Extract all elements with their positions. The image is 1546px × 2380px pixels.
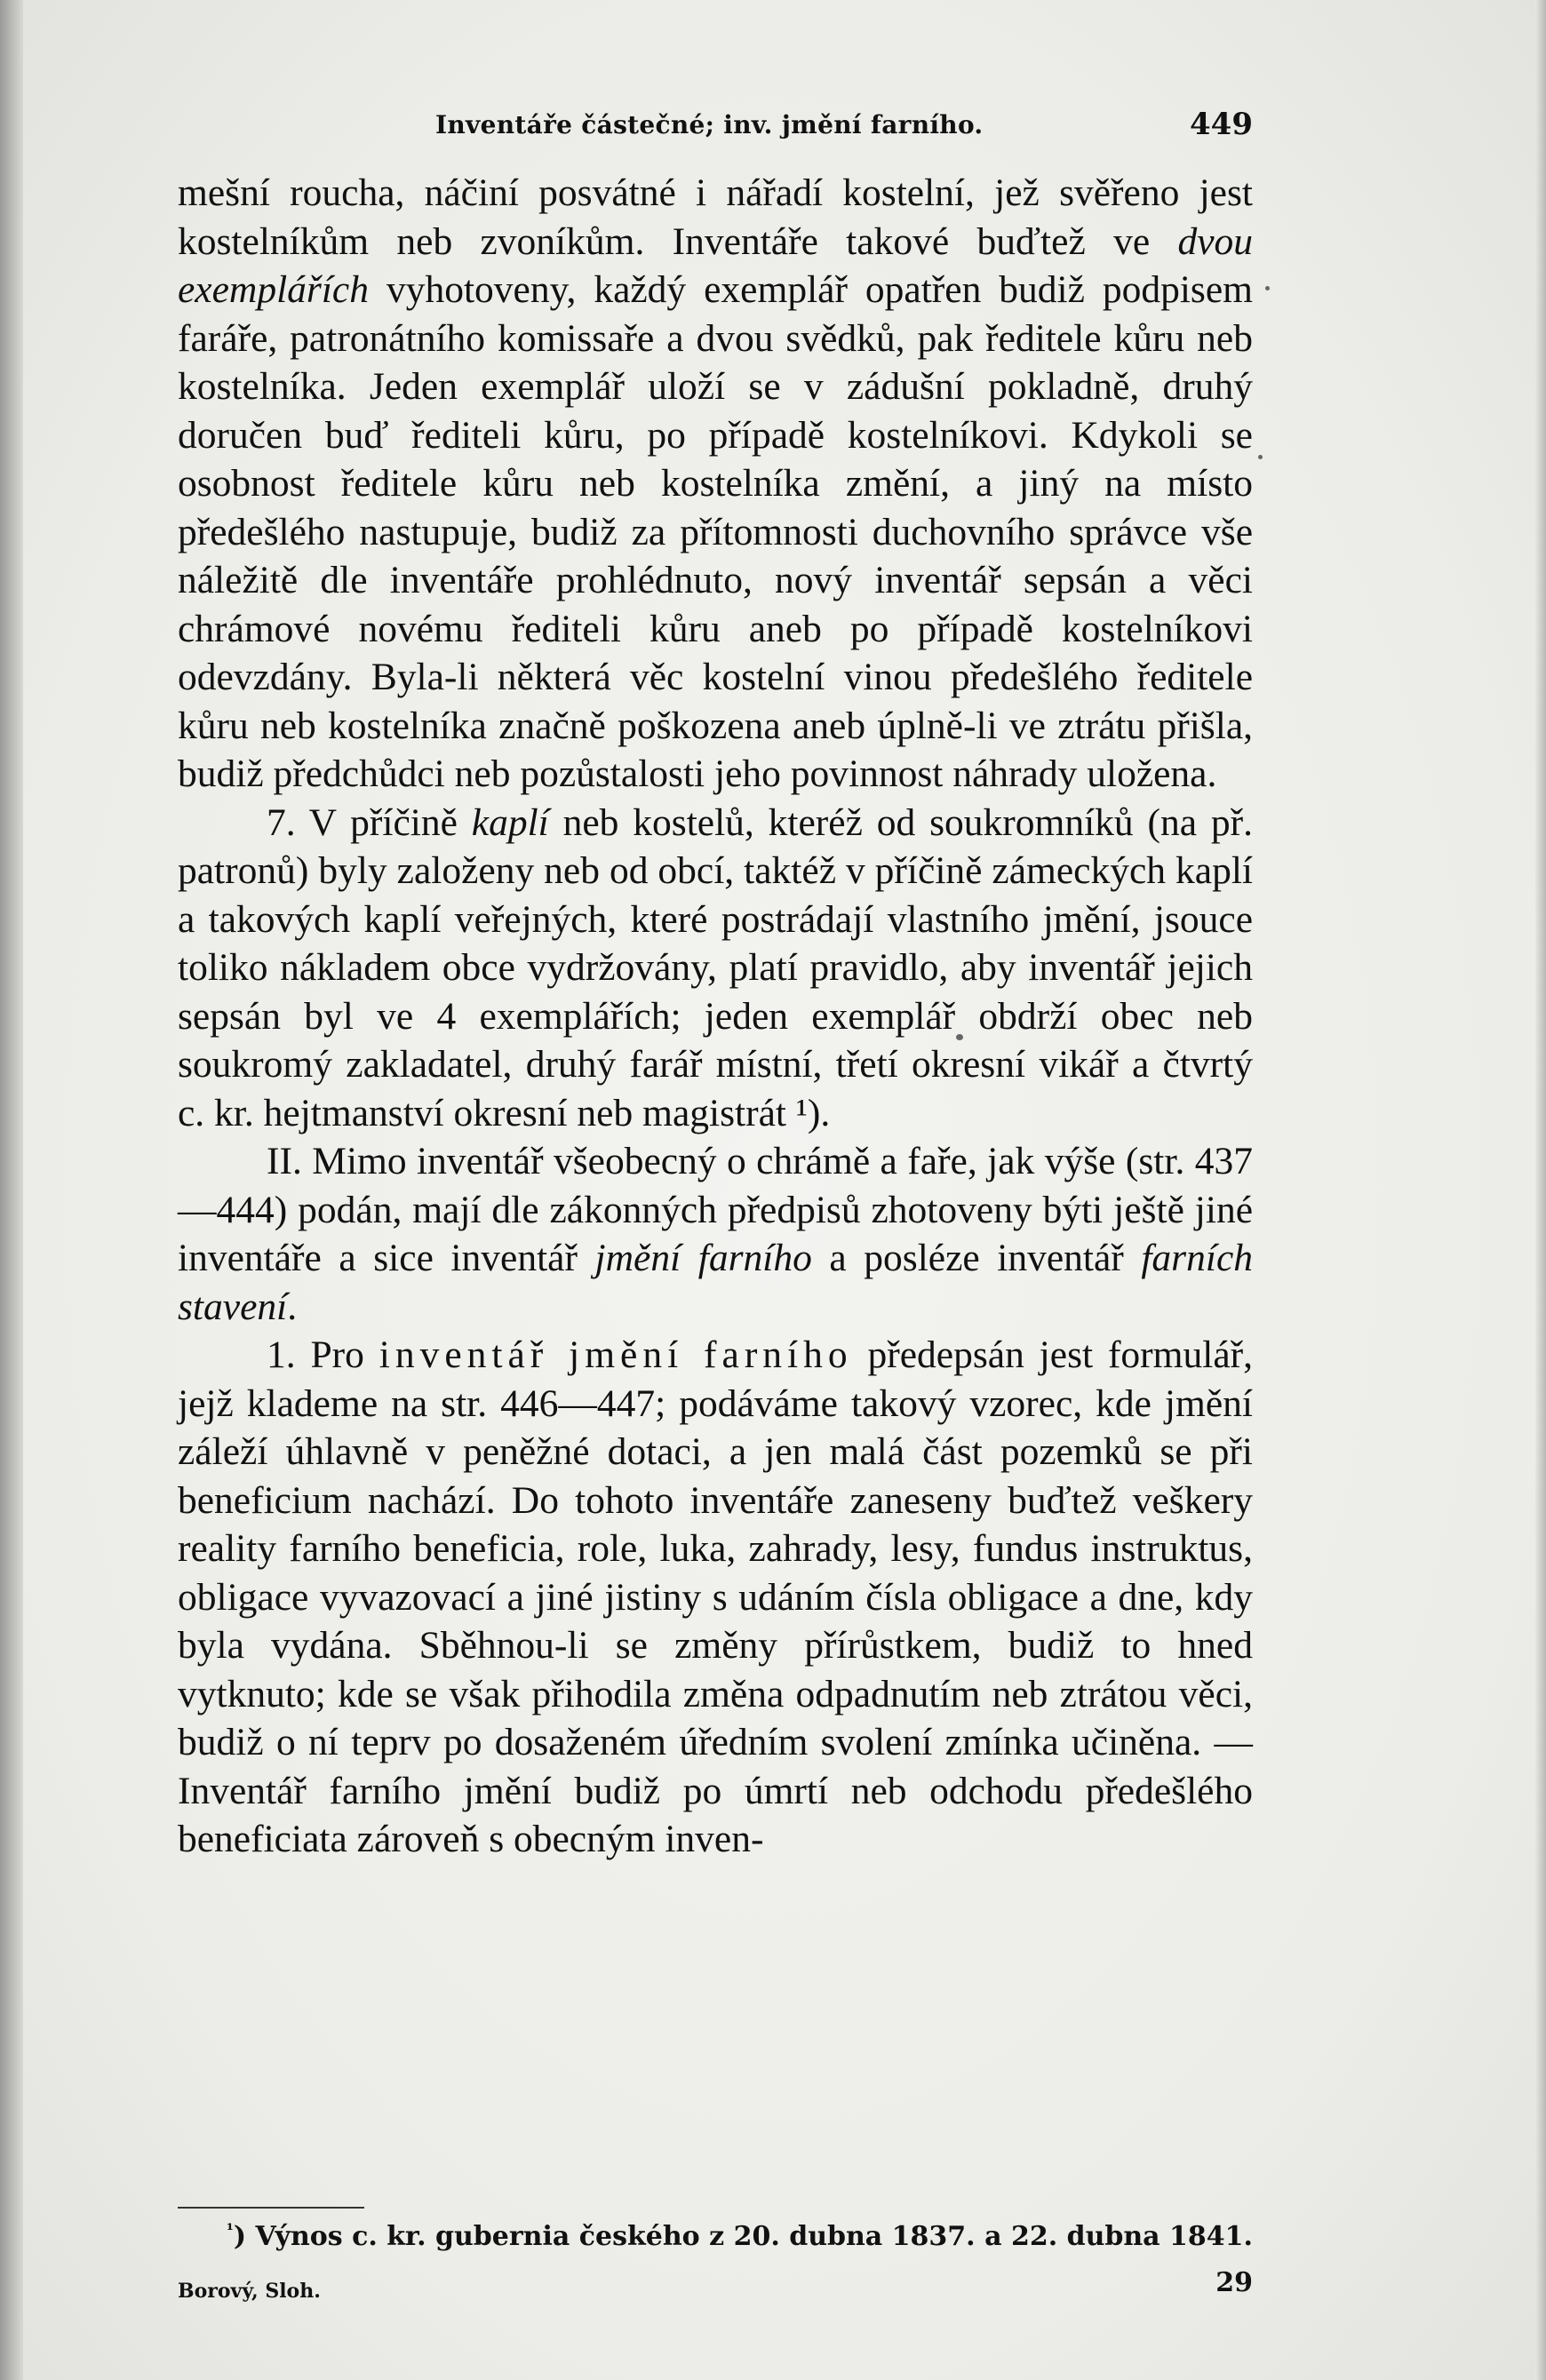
paragraph-2 (178, 799, 1253, 1138)
text-run: 1. Pro (267, 1333, 379, 1376)
footnote-divider (178, 2207, 364, 2209)
text-run: ). (807, 1091, 831, 1134)
footnote (178, 2221, 1253, 2252)
text-run: a posléze inventář (811, 1237, 1142, 1279)
paragraph-3 (178, 1137, 1253, 1331)
page-left-edge-shadow (0, 0, 23, 2380)
signature-line (178, 2267, 1253, 2303)
italic-run: kaplí (471, 800, 549, 844)
footnote-text: ) Výnos c. kr. gubernia českého z 20. dubna 1837. a 22. dubna 1841. (233, 2221, 1253, 2252)
text-run: 7. V příčině (267, 800, 472, 844)
ink-speck (1258, 455, 1263, 459)
text-run: vyhotoveny, každý exemplář opatřen budiž podpisem faráře, patronátního komissaře a dvou svědků, pak ředitele kůru neb kostelníka. Jeden exemplář uloží se v zádušní pokladně, druhý doručen buď řediteli kůru, po případě kostelníkovi. Kdykoli se osobnost ředitele kůru neb kostelníka změní, a jiný na místo předešlého nastupuje, budiž za přítomnosti duchovního správce vše náležitě dle inventáře prohlédnuto, nový inventář sepsán a věci chrámové novému řediteli kůru aneb po případě kostelníkovi odevzdány. Byla-li některá věc kostelní vinou předešlého ředitele kůru neb kostelníka značně poškozena aneb úplně-li ve ztrátu přišla, budiž předchůdci neb pozůstalosti jeho povinnost náhrady uložena. (178, 268, 1253, 795)
footnote-reference: ¹ (795, 1091, 808, 1134)
page-header (178, 107, 1253, 146)
text-run: předepsán jest formulář, jejž klademe na str. 446—447; podáváme takový vzorec, kde jmění záleží úhlavně v peněžné dotaci, a jen malá část pozemků se při beneficium nachází. Do tohoto inventáře zaneseny buďtež veškery reality farního beneficia, role, luka, zahrady, lesy, fundus instruktus, obligace vyvazovací a jiné jistiny s udáním čísla obligace a dne, kdy byla vydána. Sběhnou-li se změny přírůstkem, budiž to hned vytknuto; kde se však přihodila změna odpadnutím neb ztrátou věci, budiž o ní teprv po dosaženém úředním svolení zmínka učiněna. — Inventář farního jmění budiž po úmrtí neb odchodu předešlého beneficiata zároveň s obecným inven- (178, 1333, 1253, 1860)
text-run: mešní roucha, náčiní posvátné i nářadí kostelní, jež svěřeno jest kostelníkům neb zvoníkům. Inventáře takové buďtež ve (178, 171, 1253, 263)
paragraph-1 (178, 169, 1253, 799)
footnote-marker: ¹ (226, 2221, 234, 2240)
text-run: . (287, 1285, 298, 1328)
paragraph-4 (178, 1331, 1253, 1864)
text-run: II. Mimo inventář všeobecný o chrámě a faře, jak výše (str. 437—444) podán, mají dle zákonných předpisů zhotoveny býti ještě jiné inventáře a sice inventář (178, 1140, 1253, 1279)
page-right-edge-shadow (1535, 0, 1546, 2380)
page-number: 449 (1190, 107, 1253, 142)
body-text (178, 169, 1253, 1864)
printer-signature: Borový, Sloh. (178, 2280, 321, 2303)
spaced-emphasis-run: inventář jmění farního (379, 1333, 853, 1376)
sheet-number: 29 (1215, 2267, 1253, 2298)
text-run: neb kostelů, kteréž od soukromníků (na př. patronů) byly založeny neb od obcí, taktéž v příčině zámeckých kaplí a takových kaplí veřejných, které postrádají vlastního jmění, jsouce toliko nákladem obce vydržovány, platí pravidlo, aby inventář jejich sepsán byl ve 4 exemplářích; jeden exemplář obdrží obec neb soukromý zakladatel, druhý farář místní, třetí okresní vikář a čtvrtý c. kr. hejtmanství okresní neb magistrát (178, 800, 1253, 1134)
italic-run: dvou exemplářích (178, 219, 1253, 311)
italic-run: farních stavení (178, 1237, 1254, 1328)
running-head: Inventáře částečné; inv. jmění farního. (435, 110, 984, 139)
italic-run: jmění farního (594, 1237, 812, 1279)
ink-speck (1265, 286, 1270, 291)
